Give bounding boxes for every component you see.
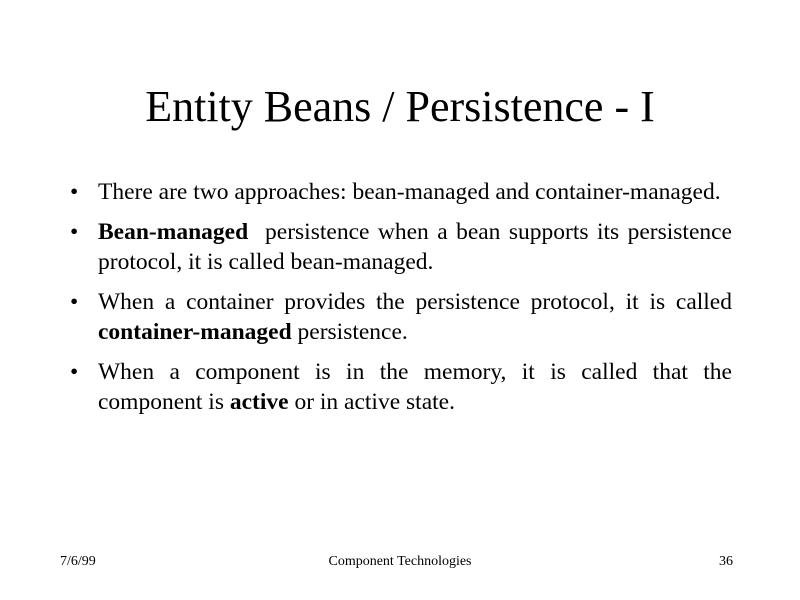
bullet-marker-icon: • <box>70 289 79 315</box>
bullet-item <box>60 357 732 417</box>
footer-title: Component Technologies <box>328 554 472 569</box>
bullet-marker-icon: • <box>70 219 79 245</box>
bullet-text: persistence. <box>291 319 408 345</box>
bullet-text: persistence when a bean supports its persistence protocol, it is called bean-managed. <box>98 219 738 275</box>
bold-term: container-managed <box>98 319 292 345</box>
footer-date: 7/6/99 <box>60 554 96 569</box>
bullet-list <box>60 177 738 427</box>
page-number: 36 <box>719 554 733 569</box>
bullet-item <box>60 217 738 277</box>
bold-term: Bean-managed <box>98 219 249 245</box>
bullet-item <box>60 287 732 347</box>
slide-title: Entity Beans / Persistence - I <box>145 82 655 131</box>
bullet-text: When a component is in the memory, it is called that the component is <box>98 359 732 415</box>
bullet-text: or in active state. <box>288 389 455 415</box>
bullet-text: When a container provides the persistence protocol, it is called <box>98 289 732 315</box>
bold-term: active <box>229 389 289 415</box>
bullet-marker-icon: • <box>70 179 79 205</box>
bullet-text: There are two approaches: bean-managed and container-managed. <box>98 179 721 205</box>
bullet-marker-icon: • <box>70 359 79 385</box>
bullet-item <box>60 177 732 207</box>
